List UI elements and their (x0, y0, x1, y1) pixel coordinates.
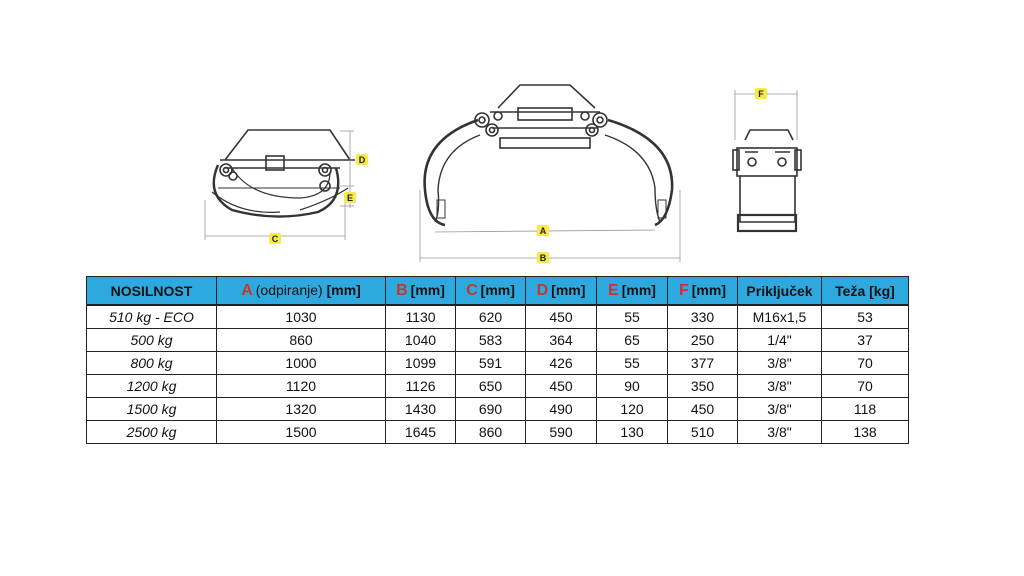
header-a-letter: A (241, 281, 253, 299)
cell-b: 1040 (386, 329, 456, 352)
svg-text:D: D (358, 155, 366, 165)
label-b-marker (537, 252, 549, 263)
cell-a: 1120 (217, 375, 386, 398)
cell-d: 426 (526, 352, 597, 375)
svg-text:E: E (346, 193, 354, 203)
table-row (87, 352, 909, 375)
cell-c: 860 (456, 421, 526, 444)
cell-f: 350 (668, 375, 738, 398)
header-d-unit: [mm] (551, 281, 586, 298)
header-e-letter: E (608, 281, 619, 299)
table-row (87, 305, 909, 329)
header-c-unit: [mm] (480, 281, 515, 298)
grapple-dimension-drawings (0, 0, 1024, 270)
cell-d: 490 (526, 398, 597, 421)
cell-c: 620 (456, 305, 526, 329)
header-c-letter: C (466, 281, 478, 299)
cell-b: 1430 (386, 398, 456, 421)
header-a (217, 277, 386, 306)
header-f (668, 277, 738, 306)
open-grapple-dimensions (420, 190, 680, 262)
table-row (87, 421, 909, 444)
cell-weight: 138 (822, 421, 909, 444)
cell-f: 377 (668, 352, 738, 375)
table-header-row (87, 277, 909, 306)
cell-model: 510 kg - ECO (87, 305, 217, 329)
cell-e: 120 (597, 398, 668, 421)
header-e-unit: [mm] (621, 281, 656, 298)
cell-connector: M16x1,5 (738, 305, 822, 329)
header-f-unit: [mm] (691, 281, 726, 298)
cell-a: 860 (217, 329, 386, 352)
cell-d: 450 (526, 375, 597, 398)
cell-model: 1500 kg (87, 398, 217, 421)
front-view-drawing (733, 130, 801, 231)
header-f-letter: F (678, 281, 689, 299)
cell-e: 130 (597, 421, 668, 444)
cell-c: 650 (456, 375, 526, 398)
cell-b: 1130 (386, 305, 456, 329)
label-f-marker (755, 88, 767, 99)
cell-weight: 37 (822, 329, 909, 352)
header-c (456, 277, 526, 306)
cell-f: 330 (668, 305, 738, 329)
header-b-letter: B (396, 281, 408, 299)
cell-e: 90 (597, 375, 668, 398)
svg-text:A: A (539, 226, 547, 236)
cell-weight: 70 (822, 352, 909, 375)
cell-b: 1126 (386, 375, 456, 398)
specifications-table (86, 276, 909, 444)
cell-a: 1000 (217, 352, 386, 375)
table-row (87, 329, 909, 352)
cell-model: 500 kg (87, 329, 217, 352)
closed-grapple-dimensions (205, 131, 354, 240)
cell-a: 1320 (217, 398, 386, 421)
cell-connector: 3/8" (738, 375, 822, 398)
cell-e: 55 (597, 305, 668, 329)
cell-a: 1500 (217, 421, 386, 444)
closed-grapple-drawing (212, 130, 355, 217)
cell-model: 800 kg (87, 352, 217, 375)
header-a-text: (odpiranje) (255, 281, 323, 298)
cell-f: 250 (668, 329, 738, 352)
cell-f: 510 (668, 421, 738, 444)
table-body (87, 305, 909, 444)
header-connector: Priključek (738, 277, 822, 306)
cell-model: 2500 kg (87, 421, 217, 444)
label-e-marker (344, 192, 356, 203)
header-e (597, 277, 668, 306)
label-a-marker (537, 225, 549, 236)
cell-b: 1099 (386, 352, 456, 375)
header-d (526, 277, 597, 306)
cell-weight: 53 (822, 305, 909, 329)
cell-connector: 3/8" (738, 352, 822, 375)
cell-d: 590 (526, 421, 597, 444)
header-d-letter: D (536, 281, 549, 299)
open-grapple-drawing (425, 85, 673, 225)
cell-connector: 3/8" (738, 421, 822, 444)
table-row (87, 375, 909, 398)
table-row (87, 398, 909, 421)
cell-a: 1030 (217, 305, 386, 329)
header-model: NOSILNOST (87, 277, 217, 306)
cell-c: 690 (456, 398, 526, 421)
cell-e: 65 (597, 329, 668, 352)
cell-b: 1645 (386, 421, 456, 444)
header-b (386, 277, 456, 306)
label-c-marker (269, 233, 281, 244)
header-a-unit: [mm] (326, 281, 361, 298)
cell-weight: 70 (822, 375, 909, 398)
cell-d: 364 (526, 329, 597, 352)
cell-connector: 3/8" (738, 398, 822, 421)
svg-text:F: F (758, 89, 764, 99)
cell-d: 450 (526, 305, 597, 329)
cell-c: 591 (456, 352, 526, 375)
header-b-unit: [mm] (410, 281, 445, 298)
cell-model: 1200 kg (87, 375, 217, 398)
svg-text:B: B (539, 253, 547, 263)
cell-c: 583 (456, 329, 526, 352)
cell-weight: 118 (822, 398, 909, 421)
svg-text:C: C (271, 234, 279, 244)
header-weight: Teža [kg] (822, 277, 909, 306)
cell-f: 450 (668, 398, 738, 421)
label-d-marker (356, 154, 368, 165)
cell-e: 55 (597, 352, 668, 375)
cell-connector: 1/4" (738, 329, 822, 352)
